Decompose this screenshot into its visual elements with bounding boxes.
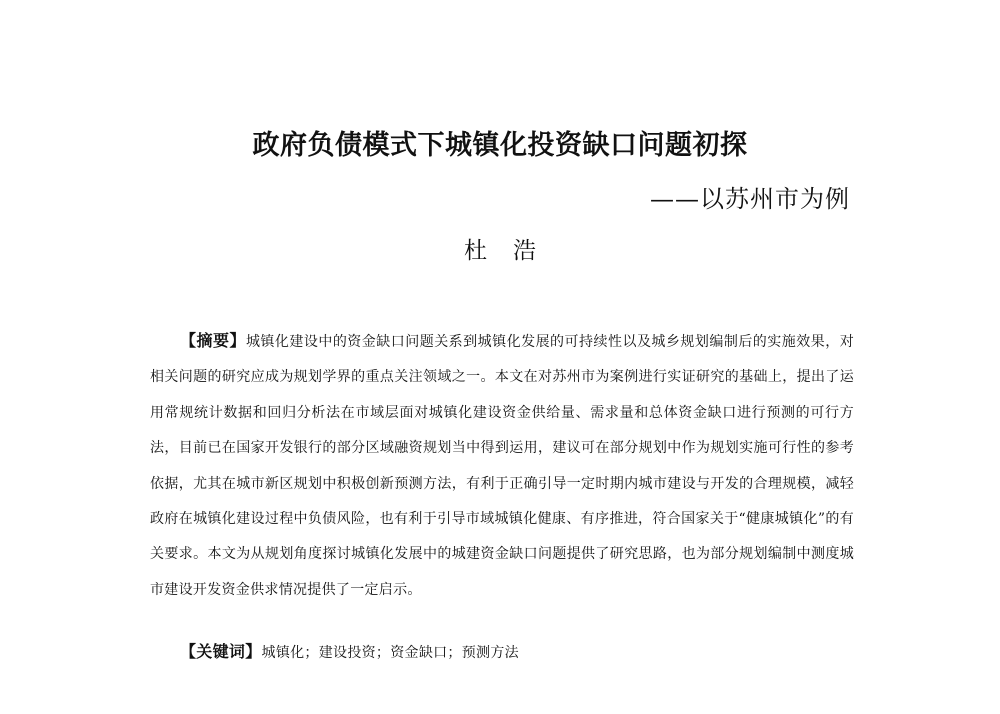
abstract-label: 【摘要】 [180, 331, 246, 350]
paper-subtitle: ——以苏州市为例 [650, 185, 850, 213]
author-name: 杜浩 [464, 238, 562, 264]
keywords-text: 城镇化；建设投资；资金缺口；预测方法 [261, 645, 519, 661]
keywords-label: 【关键词】 [180, 642, 262, 661]
abstract-paragraph [150, 323, 854, 608]
abstract-text: 城镇化建设中的资金缺口问题关系到城镇化发展的可持续性以及城乡规划编制后的实施效果，对相关问题的研究应成为规划学界的重点关注领域之一。本文在对苏州市为案例进行实证研究的基础上，提出了运用常规统计数据和回归分析法在市域层面对城镇化建设资金供给量、需求量和总体资金缺口进行预测的可行方法，目前已在国家开发银行的部分区域融资规划当中得到运用，建议可在部分规划中作为规划实施可行性的参考依据，尤其在城市新区规划中积极创新预测方法，有利于正确引导一定时期内城市建设与开发的合理规模，减轻政府在城镇化建设过程中负债风险，也有利于引导市域城镇化健康、有序推进，符合国家关于“健康城镇化”的有关要求。本文为从规划角度探讨城镇化发展中的城建资金缺口问题提供了研究思路，也为部分规划编制中测度城市建设开发资金供求情况提供了一定启示。 [150, 334, 854, 598]
paper-title: 政府负债模式下城镇化投资缺口问题初探 [252, 130, 748, 161]
keywords-paragraph [150, 637, 854, 668]
